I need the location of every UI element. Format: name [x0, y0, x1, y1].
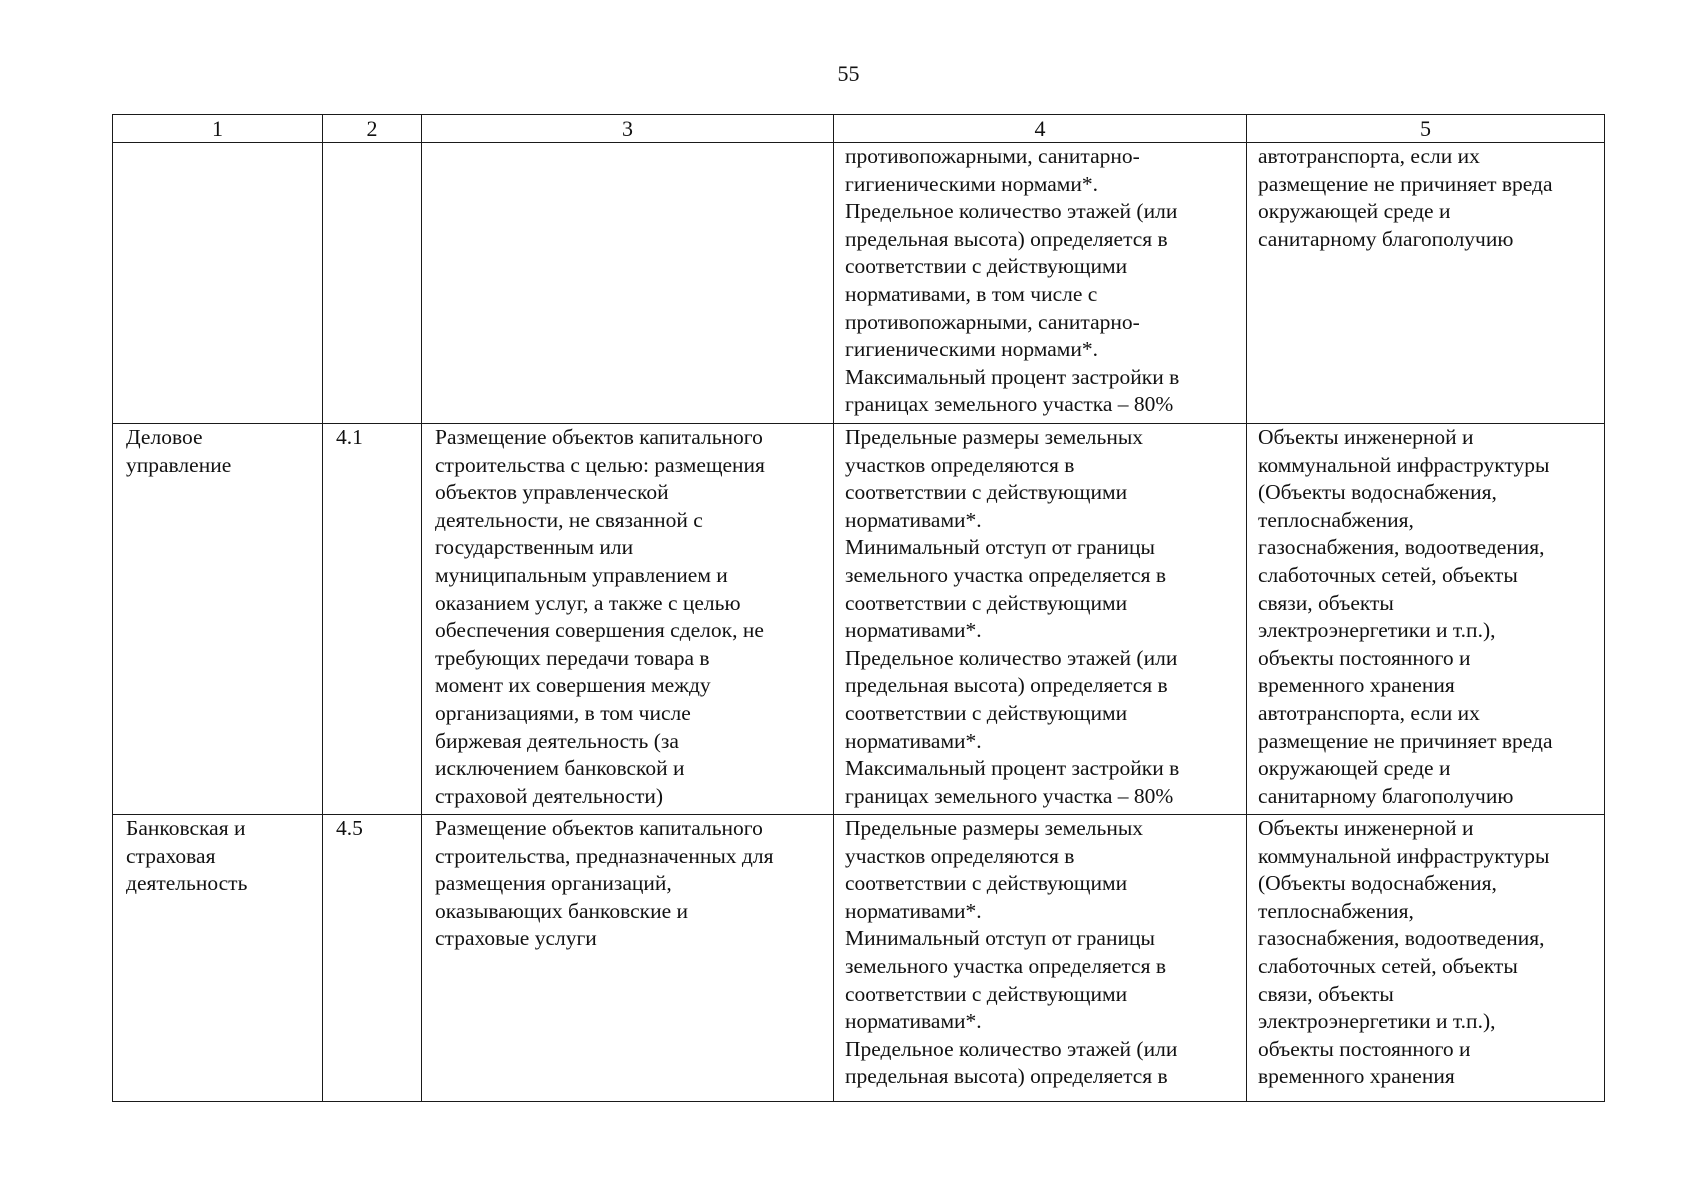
cell-text-line: связи, объекты: [1258, 590, 1394, 615]
cell-text-line: Максимальный процент застройки в: [845, 364, 1180, 389]
cell-text-line: Предельное количество этажей (или: [845, 199, 1178, 224]
cell-text-line: границах земельного участка – 80%: [845, 392, 1174, 417]
cell-text-line: обеспечения совершения сделок, не: [435, 618, 764, 643]
cell-text-line: объектов управленческой: [435, 480, 669, 505]
cell-text-line: нормативами*.: [845, 728, 982, 753]
header-cell-5: 5: [1247, 115, 1605, 143]
auxiliary-uses-cell: [1247, 424, 1605, 815]
cell-text-line: Деловое: [126, 425, 203, 449]
cell-text-line: деятельности, не связанной с: [435, 507, 703, 532]
cell-text-line: противопожарными, санитарно-: [845, 144, 1140, 168]
cell-text-line: муниципальным управлением и: [435, 562, 728, 587]
cell-text-line: временного хранения: [1258, 673, 1455, 698]
cell-text-line: Минимальный отступ от границы: [845, 535, 1155, 560]
cell-text-line: объекты постоянного и: [1258, 1036, 1471, 1061]
cell-text-line: момент их совершения между: [435, 673, 711, 698]
use-code-cell: [323, 143, 422, 424]
cell-text-line: Размещение объектов капитального: [435, 816, 763, 840]
cell-text-line: нормативами*.: [845, 507, 982, 532]
cell-text-line: Объекты инженерной и: [1258, 816, 1474, 840]
cell-text-line: земельного участка определяется в: [845, 953, 1166, 978]
parameters-cell: [834, 815, 1247, 1102]
cell-text-line: соответствии с действующими: [845, 700, 1128, 725]
cell-text-line: нормативами*.: [845, 1009, 982, 1034]
cell-text-line: автотранспорта, если их: [1258, 144, 1480, 168]
cell-text-line: соответствии с действующими: [845, 254, 1128, 279]
cell-text-line: электроэнергетики и т.п.),: [1258, 618, 1496, 643]
use-description-cell: [422, 424, 834, 815]
cell-text-line: временного хранения: [1258, 1064, 1455, 1089]
cell-text-line: Предельные размеры земельных: [845, 425, 1144, 449]
cell-text-line: исключением банковской и: [435, 756, 685, 781]
use-name-cell: [113, 143, 323, 424]
cell-text-line: предельная высота) определяется в: [845, 1064, 1168, 1089]
cell-text-line: (Объекты водоснабжения,: [1258, 871, 1497, 896]
use-code-cell: [323, 815, 422, 1102]
header-cell-4: 4: [834, 115, 1247, 143]
cell-text-line: 4.5: [336, 816, 363, 840]
cell-text-line: Предельные размеры земельных: [845, 816, 1144, 840]
cell-text-line: теплоснабжения,: [1258, 898, 1414, 923]
page-number: 55: [837, 61, 860, 86]
cell-text-line: газоснабжения, водоотведения,: [1258, 926, 1545, 951]
cell-text-line: деятельность: [126, 871, 248, 896]
cell-text-line: соответствии с действующими: [845, 590, 1128, 615]
cell-text-line: участков определяются в: [845, 452, 1075, 477]
cell-text-line: автотранспорта, если их: [1258, 700, 1480, 725]
cell-text-line: предельная высота) определяется в: [845, 226, 1168, 251]
cell-text-line: границах земельного участка – 80%: [845, 783, 1174, 808]
cell-text-line: биржевая деятельность (за: [435, 728, 679, 753]
header-cell-3: 3: [422, 115, 834, 143]
header-row: [113, 115, 1605, 143]
cell-text-line: противопожарными, санитарно-: [845, 309, 1140, 334]
auxiliary-uses-cell: [1247, 143, 1605, 424]
cell-text-line: предельная высота) определяется в: [845, 673, 1168, 698]
cell-text-line: слаботочных сетей, объекты: [1258, 953, 1518, 978]
table-row: [113, 143, 1605, 424]
cell-text-line: коммунальной инфраструктуры: [1258, 452, 1550, 477]
cell-text-line: (Объекты водоснабжения,: [1258, 480, 1497, 505]
cell-text-line: нормативами, в том числе с: [845, 281, 1098, 306]
cell-text-line: участков определяются в: [845, 843, 1075, 868]
cell-text-line: теплоснабжения,: [1258, 507, 1414, 532]
cell-text-line: страховая: [126, 843, 216, 868]
cell-text-line: окружающей среде и: [1258, 199, 1451, 224]
cell-text-line: управление: [126, 452, 232, 477]
cell-text-line: земельного участка определяется в: [845, 562, 1166, 587]
use-code-cell: [323, 424, 422, 815]
header-cell-1: 1: [113, 115, 323, 143]
cell-text-line: соответствии с действующими: [845, 480, 1128, 505]
cell-text-line: 4.1: [336, 425, 363, 449]
table-row: [113, 815, 1605, 1102]
cell-text-line: строительства с целью: размещения: [435, 452, 765, 477]
cell-text-line: гигиеническими нормами*.: [845, 337, 1098, 362]
cell-text-line: нормативами*.: [845, 618, 982, 643]
cell-text-line: гигиеническими нормами*.: [845, 171, 1098, 196]
cell-text-line: Объекты инженерной и: [1258, 425, 1474, 449]
parameters-cell: [834, 143, 1247, 424]
cell-text-line: объекты постоянного и: [1258, 645, 1471, 670]
auxiliary-uses-cell: [1247, 815, 1605, 1102]
parameters-cell: [834, 424, 1247, 815]
cell-text-line: страховой деятельности): [435, 783, 664, 808]
cell-text-line: газоснабжения, водоотведения,: [1258, 535, 1545, 560]
cell-text-line: Максимальный процент застройки в: [845, 756, 1180, 781]
cell-text-line: слаботочных сетей, объекты: [1258, 562, 1518, 587]
cell-text-line: Предельное количество этажей (или: [845, 1036, 1178, 1061]
cell-text-line: строительства, предназначенных для: [435, 843, 774, 868]
cell-text-line: санитарному благополучию: [1258, 783, 1514, 808]
cell-text-line: оказывающих банковские и: [435, 898, 689, 923]
zoning-table: [112, 114, 1605, 1102]
cell-text-line: окружающей среде и: [1258, 756, 1451, 781]
cell-text-line: электроэнергетики и т.п.),: [1258, 1009, 1496, 1034]
cell-text-line: размещения организаций,: [435, 871, 672, 896]
use-description-cell: [422, 815, 834, 1102]
cell-text-line: оказанием услуг, а также с целью: [435, 590, 741, 615]
cell-text-line: организациями, в том числе: [435, 700, 691, 725]
cell-text-line: Размещение объектов капитального: [435, 425, 763, 449]
header-cell-2: 2: [323, 115, 422, 143]
cell-text-line: связи, объекты: [1258, 981, 1394, 1006]
cell-text-line: санитарному благополучию: [1258, 226, 1514, 251]
cell-text-line: Банковская и: [126, 816, 246, 840]
cell-text-line: нормативами*.: [845, 898, 982, 923]
cell-text-line: Предельное количество этажей (или: [845, 645, 1178, 670]
cell-text-line: соответствии с действующими: [845, 871, 1128, 896]
cell-text-line: страховые услуги: [435, 926, 597, 951]
use-name-cell: [113, 424, 323, 815]
cell-text-line: Минимальный отступ от границы: [845, 926, 1155, 951]
cell-text-line: размещение не причиняет вреда: [1258, 728, 1553, 753]
cell-text-line: государственным или: [435, 535, 634, 560]
use-description-cell: [422, 143, 834, 424]
cell-text-line: требующих передачи товара в: [435, 645, 710, 670]
cell-text-line: коммунальной инфраструктуры: [1258, 843, 1550, 868]
cell-text-line: размещение не причиняет вреда: [1258, 171, 1553, 196]
cell-text-line: соответствии с действующими: [845, 981, 1128, 1006]
use-name-cell: [113, 815, 323, 1102]
table-row: [113, 424, 1605, 815]
